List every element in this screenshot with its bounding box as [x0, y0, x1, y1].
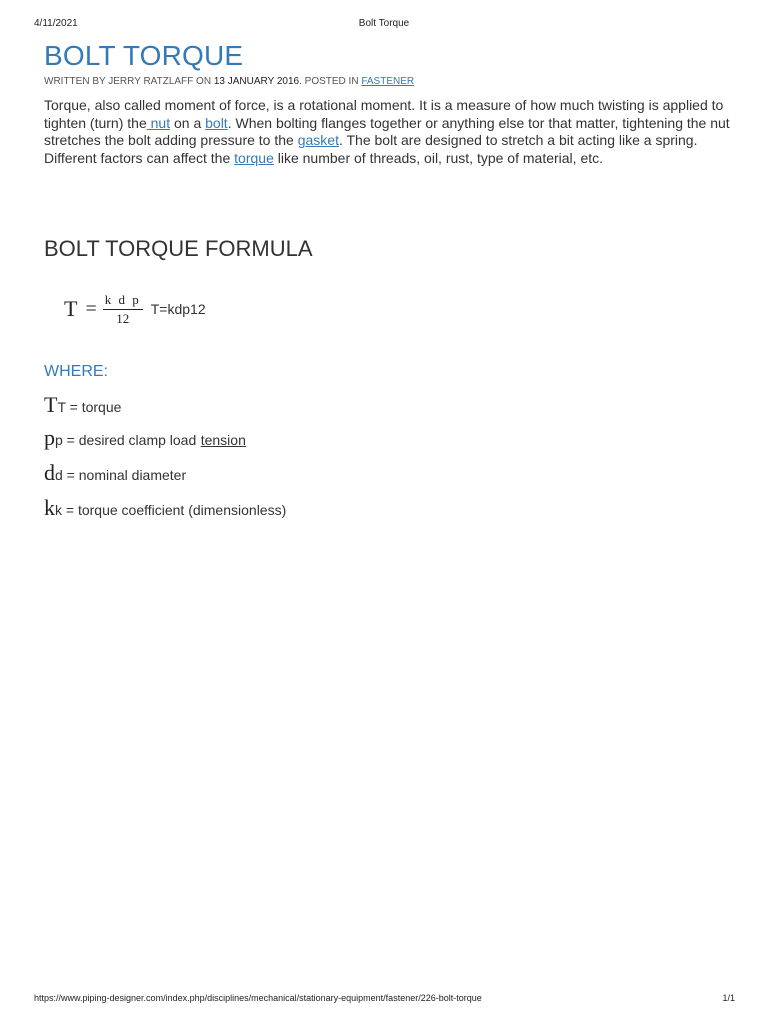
- byline-posted: . POSTED IN: [299, 76, 362, 87]
- formula-lhs: T: [64, 296, 78, 321]
- variable-d: [44, 460, 186, 486]
- variable-p-symbol: p: [44, 425, 55, 450]
- formula-denominator: 12: [116, 310, 130, 326]
- print-header-title: Bolt Torque: [358, 18, 410, 29]
- where-label: WHERE:: [44, 363, 108, 380]
- link-tension[interactable]: tension: [200, 432, 246, 448]
- link-nut[interactable]: nut: [146, 114, 171, 131]
- intro-text-2: on a: [170, 114, 206, 131]
- link-torque[interactable]: torque: [234, 149, 274, 166]
- print-footer-page: 1/1: [722, 993, 735, 1003]
- variable-t: [44, 392, 121, 418]
- formula-numerator: k d p: [103, 292, 143, 310]
- variable-k-desc: k = torque coefficient (dimensionless): [55, 502, 287, 518]
- formula-equals: =: [85, 297, 97, 320]
- variable-t-desc: T = torque: [57, 399, 122, 415]
- byline-prefix: WRITTEN BY JERRY RATZLAFF ON: [44, 76, 214, 87]
- variable-k: [44, 495, 286, 521]
- variable-t-symbol: T: [44, 392, 58, 417]
- formula-fraction: [103, 292, 143, 327]
- link-gasket[interactable]: gasket: [297, 132, 339, 149]
- intro-text-4: . The bolt are designed to stretch a bit acting like a spring. Different factors can affect the: [44, 132, 698, 166]
- print-footer-url: https://www.piping-designer.com/index.php/disciplines/mechanical/stationary-equipment/fastener/226-bolt-torque: [34, 993, 482, 1003]
- category-link-fastener[interactable]: FASTENER: [361, 76, 415, 87]
- variable-p: [44, 425, 246, 451]
- intro-text-3: . When bolting flanges together or anything else tor that matter, tightening the nut stretches the bolt adding pressure to the: [44, 114, 730, 149]
- formula-text-alt: T=kdp12: [150, 301, 206, 317]
- byline: [44, 76, 414, 87]
- variable-d-symbol: d: [44, 460, 55, 485]
- page-title: BOLT TORQUE: [44, 40, 244, 71]
- formula: [64, 291, 206, 327]
- intro-paragraph: [44, 97, 734, 167]
- variable-k-symbol: k: [44, 495, 55, 520]
- formula-heading: BOLT TORQUE FORMULA: [44, 236, 313, 261]
- byline-date: 13 JANUARY 2016: [213, 76, 300, 87]
- variable-p-desc: p = desired clamp load: [55, 432, 197, 448]
- link-bolt[interactable]: bolt: [205, 114, 228, 131]
- intro-text-1: Torque, also called moment of force, is a rotational moment. It is a measure of how much twisting is applied to tighten (turn) the: [44, 97, 724, 131]
- print-header-date: 4/11/2021: [34, 18, 78, 29]
- intro-text-5: like number of threads, oil, rust, type of material, etc.: [273, 149, 604, 166]
- variable-d-desc: d = nominal diameter: [55, 467, 187, 483]
